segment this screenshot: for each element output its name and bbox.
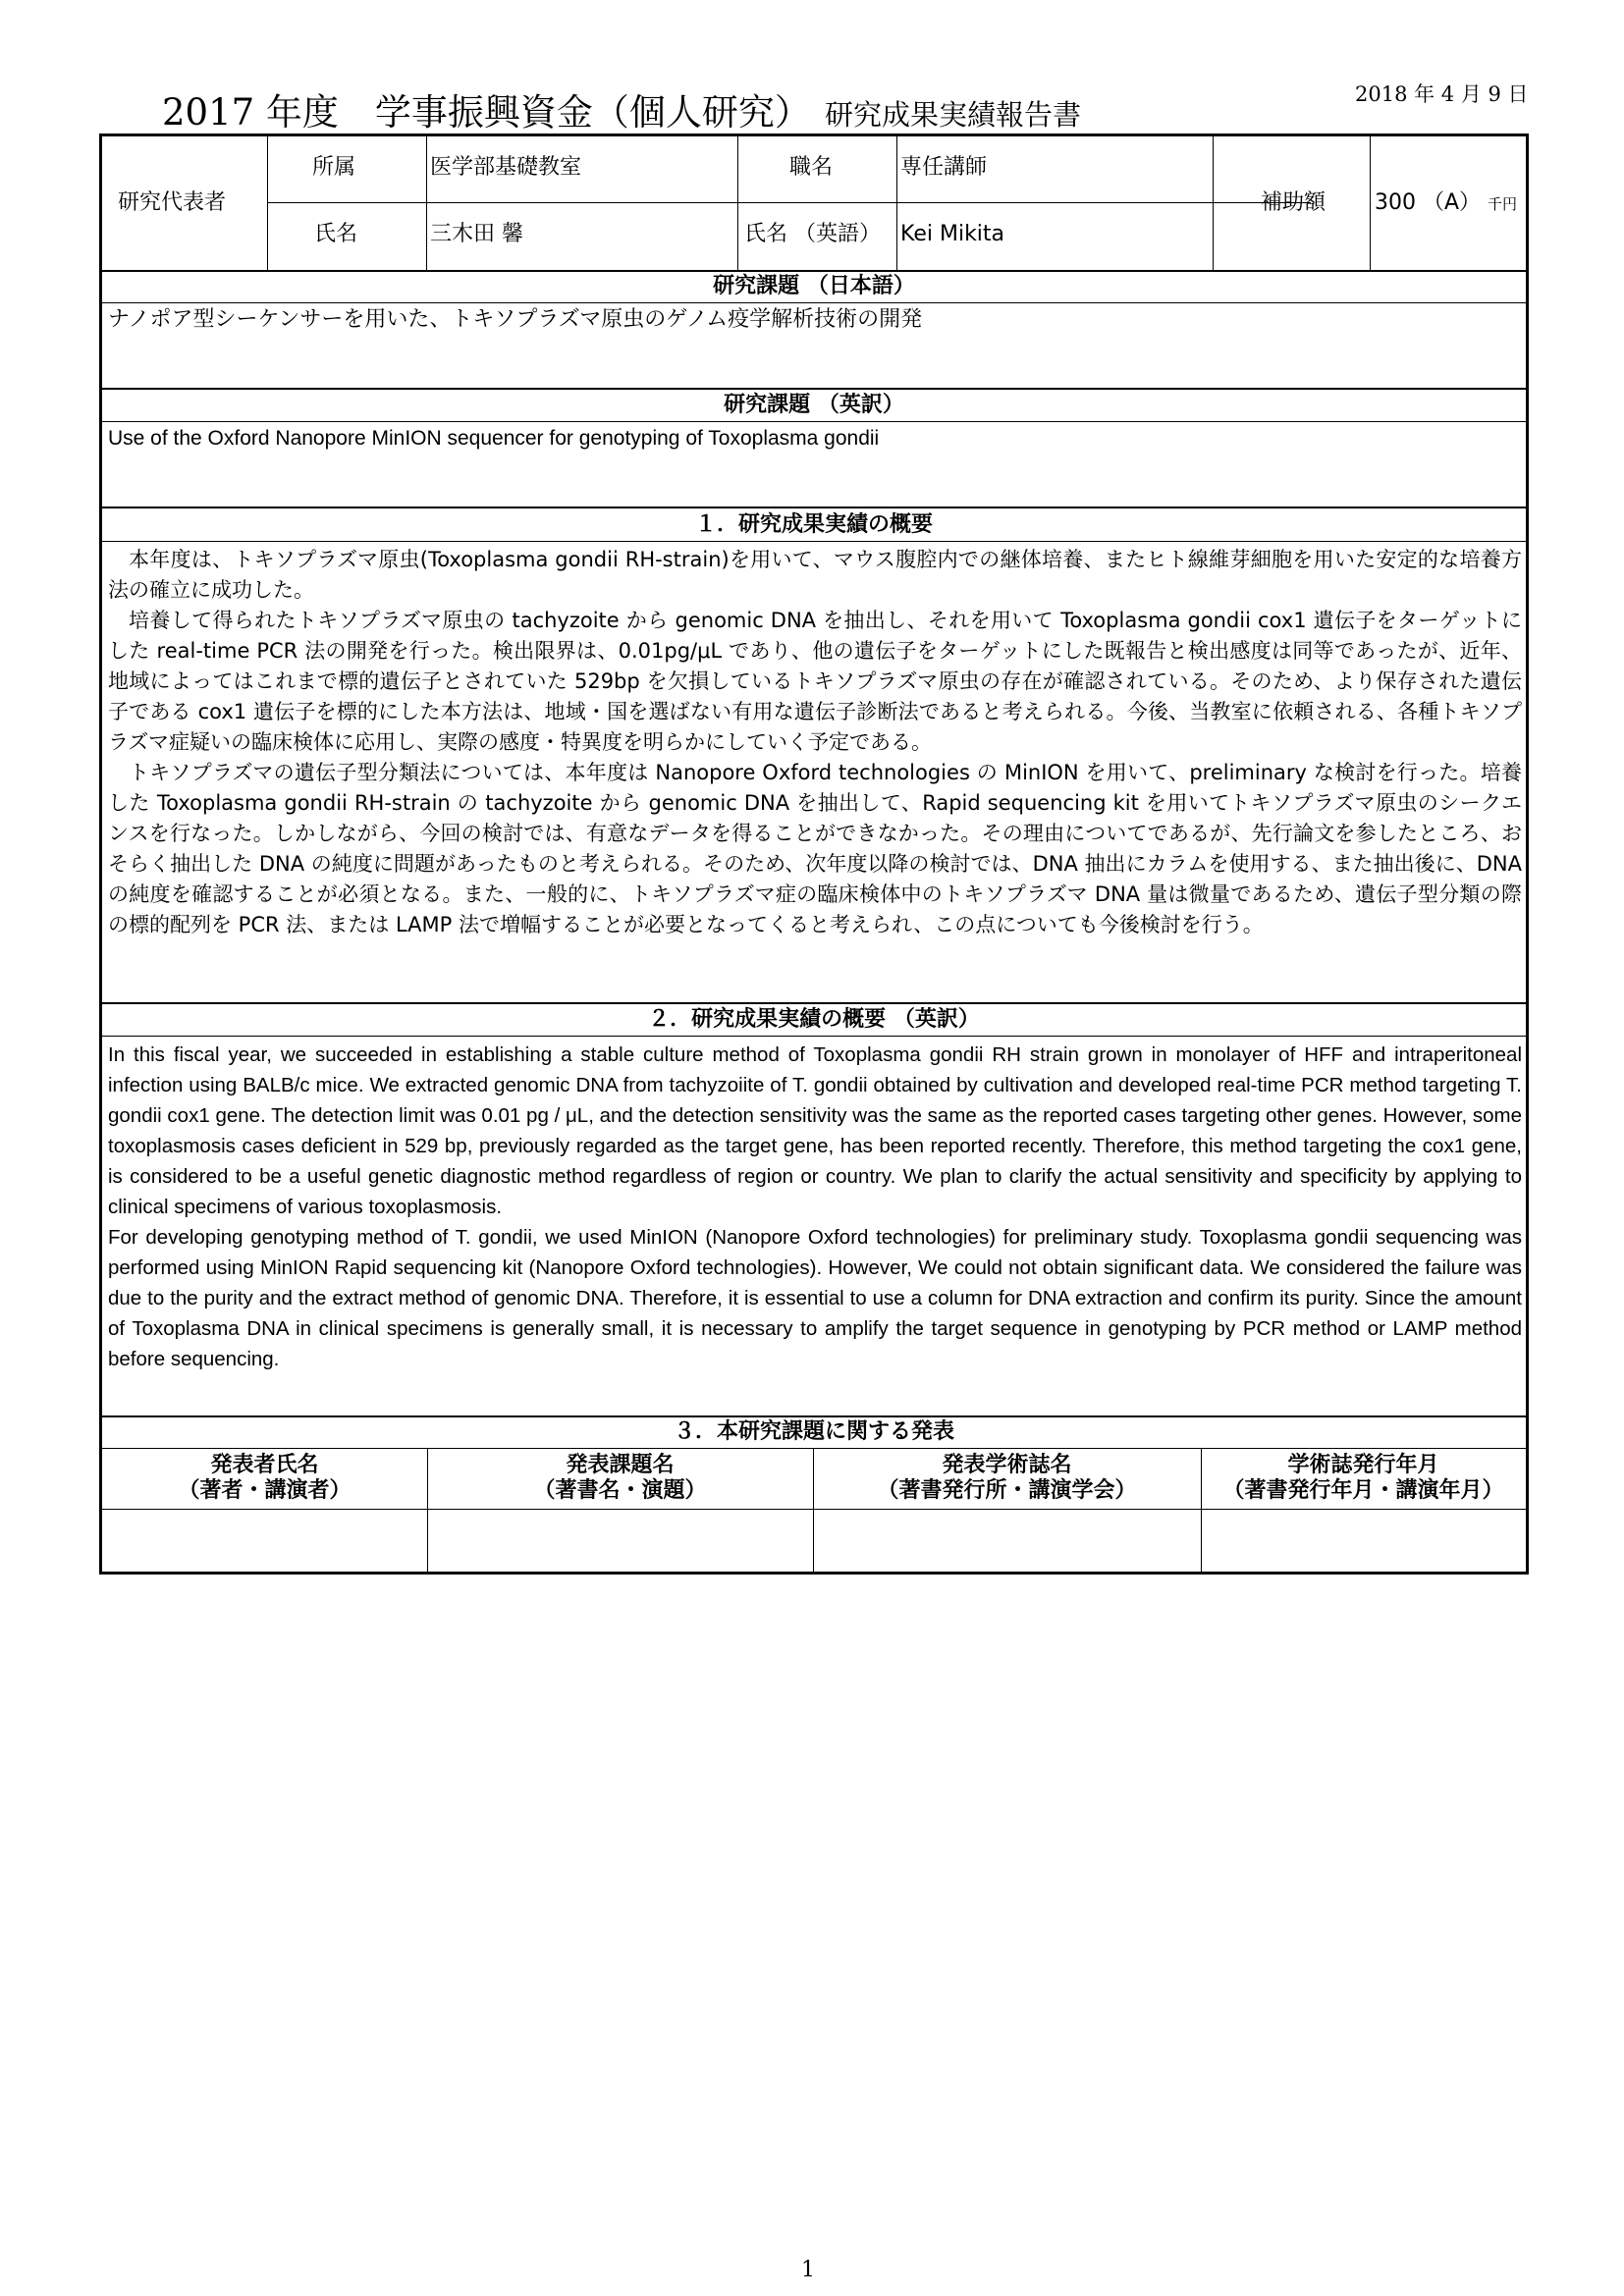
summary-en-paragraph: In this fiscal year, we succeeded in establishing a stable culture method of Toxoplasma gondii RH strain grown in monolayer of HFF and intraperitoneal infection using BALB/c mice. We extracted genomic DNA from tachyzoiite of T. gondii obtained by cultivation and developed real-time PCR method targeting T. gondii cox1 gene. The detection limit was 0.01 pg / μL, and the detection sensitivity was the same as the reported cases targeting other genes. However, some toxoplasmosis cases deficient in 529 bp, previously regarded as the target gene, has been reported recently. Therefore, this method targeting the cox1 gene, is considered to be a useful genetic diagnostic method regardless of region or country. We plan to clarify the actual sensitivity and specificity by applying to clinical specimens of various toxoplasmosis.: [108, 1043, 1522, 1218]
affiliation-label: 所属: [312, 155, 356, 180]
pub-col-journal: [813, 1453, 1201, 1504]
summary-jp-paragraph: トキソプラズマの遺伝子型分類法については、本年度は Nanopore Oxford technologies の MinION を用いて、preliminary な検討を行った。培養した Toxoplasma gondii RH-strain の tachyzoite から genomic DNA を抽出して、Rapid sequencing kit を用いてトキソプラズマ原虫のシークエンスを行なった。しかしながら、今回の検討では、有意なデータを得ることができなかった。その理由についてであるが、先行論文を参したところ、おそらく抽出した DNA の純度に問題があったものと考えられる。そのため、次年度以降の検討では、DNA 抽出にカラムを使用する、また抽出後に、DNA の純度を確認することが必須となる。また、一般的に、トキソプラズマ症の臨床検体中のトキソプラズマ DNA 量は微量であるため、遺伝子型分類の際の標的配列を PCR 法、または LAMP 法で増幅することが必要となってくると考えられ、この点についても今後検討を行う。: [108, 761, 1522, 936]
grant-value: 300 （A）: [1375, 190, 1482, 215]
pub-col-date: [1201, 1453, 1526, 1504]
name-en-label: 氏名 （英語）: [744, 222, 881, 246]
pub-col-author: [102, 1453, 427, 1504]
topic-jp-heading: 研究課題 （日本語）: [713, 274, 915, 298]
pub-col-line1: 発表者氏名: [210, 1453, 319, 1477]
page-number: 1: [801, 2258, 815, 2282]
divider: [737, 136, 738, 270]
divider: [102, 1002, 1526, 1004]
name-label: 氏名: [314, 222, 358, 246]
summary-jp-paragraph: 培養して得られたトキソプラズマ原虫の tachyzoite から genomic DNA を抽出し、それを用いて Toxoplasma gondii cox1 遺伝子をターゲットにした real-time PCR 法の開発を行った。検出限界は、0.01pg/μL であり、他の遺伝子をターゲットにした既報告と検出感度は同等であったが、近年、地域によってはこれまで標的遺伝子とされていた 529bp を欠損しているトキソプラズマ原虫の存在が確認されている。そのため、より保存された遺伝子である cox1 遺伝子を標的にした本方法は、地域・国を選ばない有用な遺伝子診断法であると考えられる。今後、当教室に依頼される、各種トキソプラズマ症疑いの臨床検体に応用し、実際の感度・特異度を明らかにしていく予定である。: [108, 609, 1522, 754]
report-form: [99, 133, 1529, 1575]
pub-col-line1: 発表課題名: [566, 1453, 675, 1477]
divider: [102, 1448, 1526, 1449]
divider: [426, 136, 427, 270]
report-date: 2018 年 4 月 9 日: [1355, 82, 1529, 106]
name-value: 三木田 馨: [430, 222, 523, 246]
divider: [102, 1036, 1526, 1037]
topic-en-heading: 研究課題 （英訳）: [724, 393, 904, 417]
report-title-main: 2017 年度 学事振興資金（個人研究）: [162, 91, 811, 133]
divider: [102, 388, 1526, 390]
publications-heading: ３．本研究課題に関する発表: [673, 1419, 954, 1444]
pub-col-line2: （著者・講演者）: [178, 1478, 352, 1503]
representative-label: 研究代表者: [118, 190, 227, 215]
position-label: 職名: [789, 155, 834, 180]
divider: [102, 270, 1526, 272]
summary-en-heading: ２．研究成果実績の概要 （英訳）: [648, 1007, 980, 1032]
report-title: [162, 82, 1081, 135]
divider: [102, 507, 1526, 508]
topic-en-text: Use of the Oxford Nanopore MinION sequencer for genotyping of Toxoplasma gondii: [108, 427, 880, 450]
summary-jp-paragraph: 本年度は、トキソプラズマ原虫(Toxoplasma gondii RH-strain)を用いて、マウス腹腔内での継体培養、またヒト線維芽細胞を用いた安定的な培養方法の確立に成功した。: [108, 548, 1522, 602]
divider: [1370, 136, 1371, 270]
topic-jp-text: ナノポア型シーケンサーを用いた、トキソプラズマ原虫のゲノム疫学解析技術の開発: [108, 307, 923, 332]
affiliation-value: 医学部基礎教室: [430, 155, 582, 180]
divider: [102, 1509, 1526, 1510]
pub-col-line1: 学術誌発行年月: [1287, 1453, 1439, 1477]
summary-jp-heading: １．研究成果実績の概要: [694, 512, 933, 537]
pub-col-line1: 発表学術誌名: [942, 1453, 1072, 1477]
divider: [267, 202, 1311, 203]
divider: [102, 1415, 1526, 1417]
position-value: 専任講師: [900, 155, 988, 180]
report-title-sub: 研究成果実績報告書: [824, 98, 1081, 132]
pub-col-title: [427, 1453, 813, 1504]
divider: [267, 136, 268, 270]
pub-col-line2: （著書名・演題）: [533, 1478, 707, 1503]
name-en-value: Kei Mikita: [900, 222, 1005, 246]
divider: [102, 302, 1526, 303]
grant-unit: 千円: [1488, 195, 1518, 213]
summary-en-body: [108, 1040, 1522, 1374]
pub-col-line2: （著書発行年月・講演年月）: [1222, 1478, 1504, 1503]
summary-jp-body: [108, 545, 1522, 940]
divider: [102, 541, 1526, 542]
pub-col-line2: （著書発行所・講演学会）: [877, 1478, 1137, 1503]
grant-amount: [1375, 188, 1517, 219]
divider: [102, 421, 1526, 422]
divider: [896, 136, 897, 270]
summary-en-paragraph: For developing genotyping method of T. gondii, we used MinION (Nanopore Oxford technologies) for preliminary study. Toxoplasma gondii sequencing was performed using MinION Rapid sequencing kit (Nanopore Oxford technologies). However, We could not obtain significant data. We considered the failure was due to the purity and the extract method of genomic DNA. Therefore, it is essential to use a column for DNA extraction and confirm its purity. Since the amount of Toxoplasma DNA in clinical specimens is generally small, it is necessary to amplify the target sequence in genotyping by PCR method or LAMP method before sequencing.: [108, 1226, 1522, 1370]
divider: [1213, 136, 1214, 270]
grant-label: 補助額: [1261, 190, 1326, 215]
